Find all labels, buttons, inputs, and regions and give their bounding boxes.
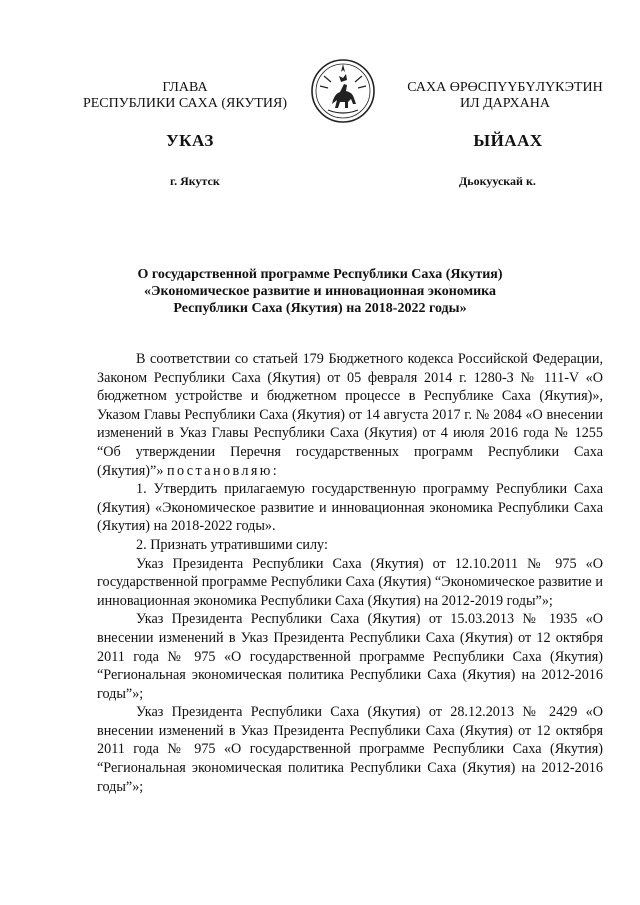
header-left-line1: ГЛАВА bbox=[162, 80, 208, 95]
decree-body bbox=[97, 350, 603, 796]
city-left: г. Якутск bbox=[170, 174, 220, 188]
decree-title bbox=[100, 266, 540, 317]
ukaz-heading: УКАЗ bbox=[166, 131, 214, 150]
city-right: Дьокуускай к. bbox=[459, 174, 536, 188]
paragraph-repeal-1: Указ Президента Республики Саха (Якутия) от 12.10.2011 № 975 «О государственной программе Республики Саха (Якутия) “Экономическое развитие и инновационная экономика Республики Саха (Якутия) на 2012-2019 годы”»; bbox=[97, 555, 603, 609]
title-line1: О государственной программе Республики Саха (Якутия) bbox=[137, 267, 503, 282]
yiyaakh-heading: ЫЙААХ bbox=[473, 131, 543, 150]
preamble-text: В соответствии со статьей 179 Бюджетного кодекса Российской Федерации, Законом Республики Саха (Якутия) от 05 февраля 2014 г. 1280-З № 111-V «О бюджетном устройстве и бюджетном процессе в Республике Саха (Якутия)», Указом Главы Республики Саха (Якутия) от 14 августа 2017 г. № 2084 «О внесении изменений в Указ Главы Республики Саха (Якутия) от 4 июля 2016 года № 1255 “Об утверждении Перечня государственных программ Республики Саха (Якутия)”» bbox=[97, 351, 603, 479]
paragraph-repeal-3: Указ Президента Республики Саха (Якутия) от 28.12.2013 № 2429 «О внесении изменений в Указ Президента Республики Саха (Якутия) от 12 октября 2011 года № 975 «О государственной программе Республики Саха (Якутия) “Региональная экономическая политика Республики Саха (Якутия) на 2012-2016 годы”»; bbox=[97, 704, 603, 795]
header-right-line1: САХА ӨРӨСПҮҮБҮЛҮКЭТИН bbox=[407, 80, 603, 95]
preamble-decree-word: постановляю: bbox=[166, 462, 280, 479]
paragraph-item-1: 1. Утвердить прилагаемую государственную программу Республики Саха (Якутия) «Экономическое развитие и инновационная экономика Республики Саха (Якутия) на 2018-2022 годы». bbox=[97, 481, 603, 535]
paragraph-item-2: 2. Признать утратившими силу: bbox=[136, 536, 328, 553]
header-right-line2: ИЛ ДАРХАНА bbox=[459, 96, 550, 111]
coat-of-arms-icon bbox=[310, 58, 376, 124]
title-line2: «Экономическое развитие и инновационная экономика bbox=[143, 284, 497, 299]
header-left-block bbox=[80, 80, 290, 112]
header-right-block bbox=[400, 80, 610, 112]
paragraph-preamble bbox=[97, 350, 603, 480]
header-left-line2: РЕСПУБЛИКИ САХА (ЯКУТИЯ) bbox=[82, 96, 288, 111]
paragraph-repeal-2: Указ Президента Республики Саха (Якутия) от 15.03.2013 № 1935 «О внесении изменений в Указ Президента Республики Саха (Якутия) от 12 октября 2011 года № 975 «О государственной программе Республики Саха (Якутия) “Региональная экономическая политика Республики Саха (Якутия) на 2012-2016 годы”»; bbox=[97, 611, 603, 702]
title-line3: Республики Саха (Якутия) на 2018-2022 годы» bbox=[173, 301, 467, 316]
